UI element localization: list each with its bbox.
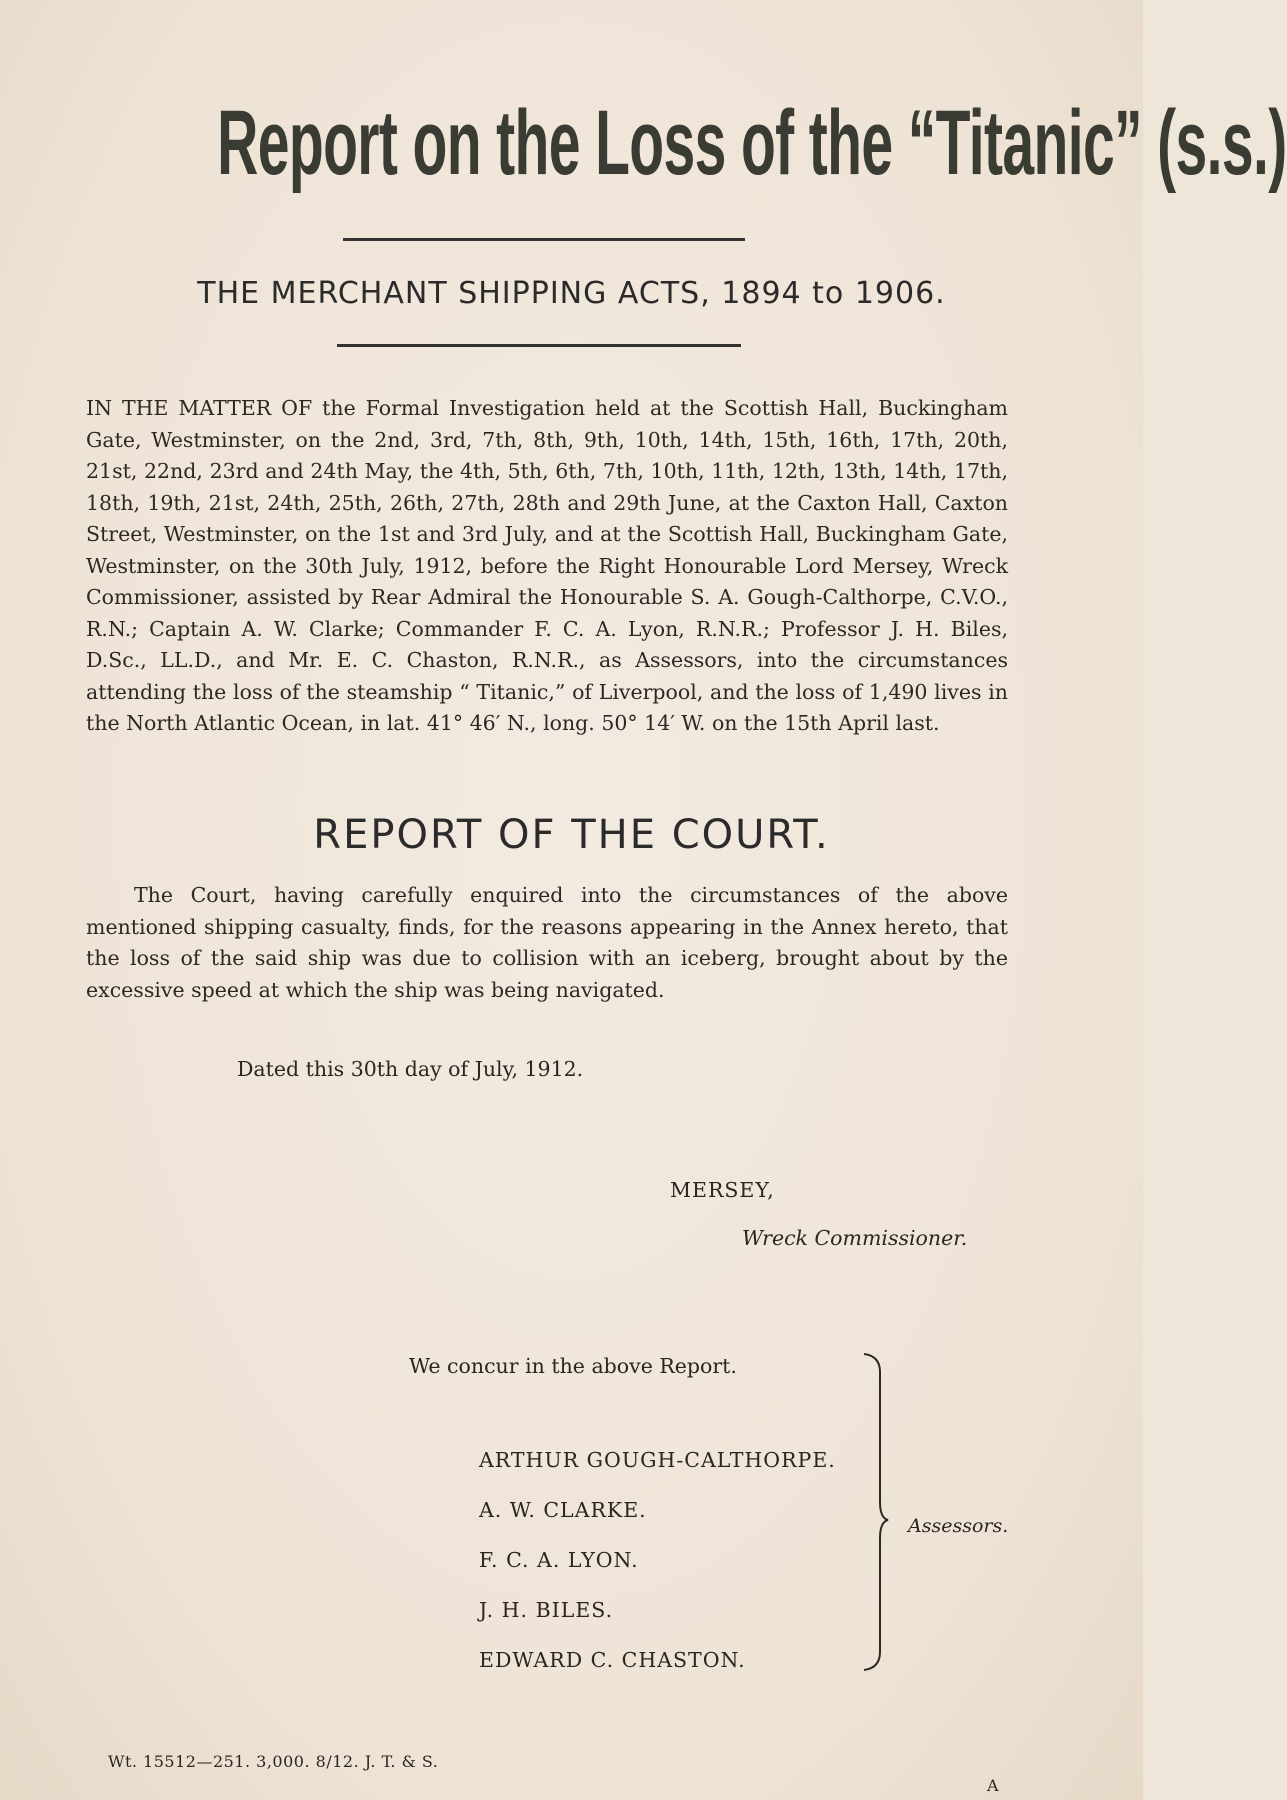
- assessors-brace: [862, 1352, 892, 1672]
- signature-mark: A: [987, 1776, 999, 1795]
- assessor-name: ARTHUR GOUGH-CALTHORPE.: [479, 1448, 836, 1472]
- assessor-name: J. H. BILES.: [479, 1598, 614, 1622]
- acts-subtitle: THE MERCHANT SHIPPING ACTS, 1894 to 1906.: [197, 276, 946, 311]
- assessors-label: Assessors.: [908, 1515, 1009, 1537]
- court-finding-paragraph: The Court, having carefully enquired into the circumstances of the above mentioned shipping casualty, finds, for the reasons appearing in the Annex hereto, that the loss of the said ship was due to collision with an iceberg, brought about by the excessive speed at which the ship was being navigated.: [86, 883, 1008, 1002]
- assessor-name: F. C. A. LYON.: [479, 1548, 639, 1572]
- title-divider: [343, 238, 745, 241]
- print-footer: Wt. 15512—251. 3,000. 8/12. J. T. & S.: [108, 1752, 439, 1771]
- assessor-name: EDWARD C. CHASTON.: [479, 1648, 746, 1672]
- court-report-heading: REPORT OF THE COURT.: [313, 812, 830, 858]
- commissioner-name: MERSEY,: [670, 1178, 775, 1202]
- assessor-signatures: [479, 1448, 899, 1698]
- subtitle-divider: [337, 344, 741, 347]
- concur-statement: We concur in the above Report.: [409, 1354, 737, 1378]
- report-title: Report on the Loss of the “Titanic” (s.s.): [217, 92, 1287, 194]
- date-line: Dated this 30th day of July, 1912.: [237, 1057, 584, 1081]
- matter-paragraph: IN THE MATTER OF the Formal Investigation held at the Scottish Hall, Buckingham Gate, Westminster, on the 2nd, 3rd, 7th, 8th, 9th, 10th, 14th, 15th, 16th, 17th, 20th, 21st, 22nd, 23rd and 24th May, the 4th, 5th, 6th, 7th, 10th, 11th, 12th, 13th, 14th, 17th, 18th, 19th, 21st, 24th, 25th, 26th, 27th, 28th and 29th June, at the Caxton Hall, Caxton Street, Westminster, on the 1st and 3rd July, and at the Scottish Hall, Buckingham Gate, Westminster, on the 30th July, 1912, before the Right Honourable Lord Mersey, Wreck Commissioner, assisted by Rear Admiral the Honourable S. A. Gough-Calthorpe, C.V.O., R.N.; Captain A. W. Clarke; Commander F. C. A. Lyon, R.N.R.; Professor J. H. Biles, D.Sc., LL.D., and Mr. E. C. Chaston, R.N.R., as Assessors, into the circumstances attending the loss of the steamship “ Titanic,” of Liverpool, and the loss of 1,490 lives in the North Atlantic Ocean, in lat. 41° 46′ N., long. 50° 14′ W. on the 15th April last.: [86, 396, 1008, 735]
- commissioner-role: Wreck Commissioner.: [742, 1226, 968, 1250]
- assessor-name: A. W. CLARKE.: [479, 1498, 647, 1522]
